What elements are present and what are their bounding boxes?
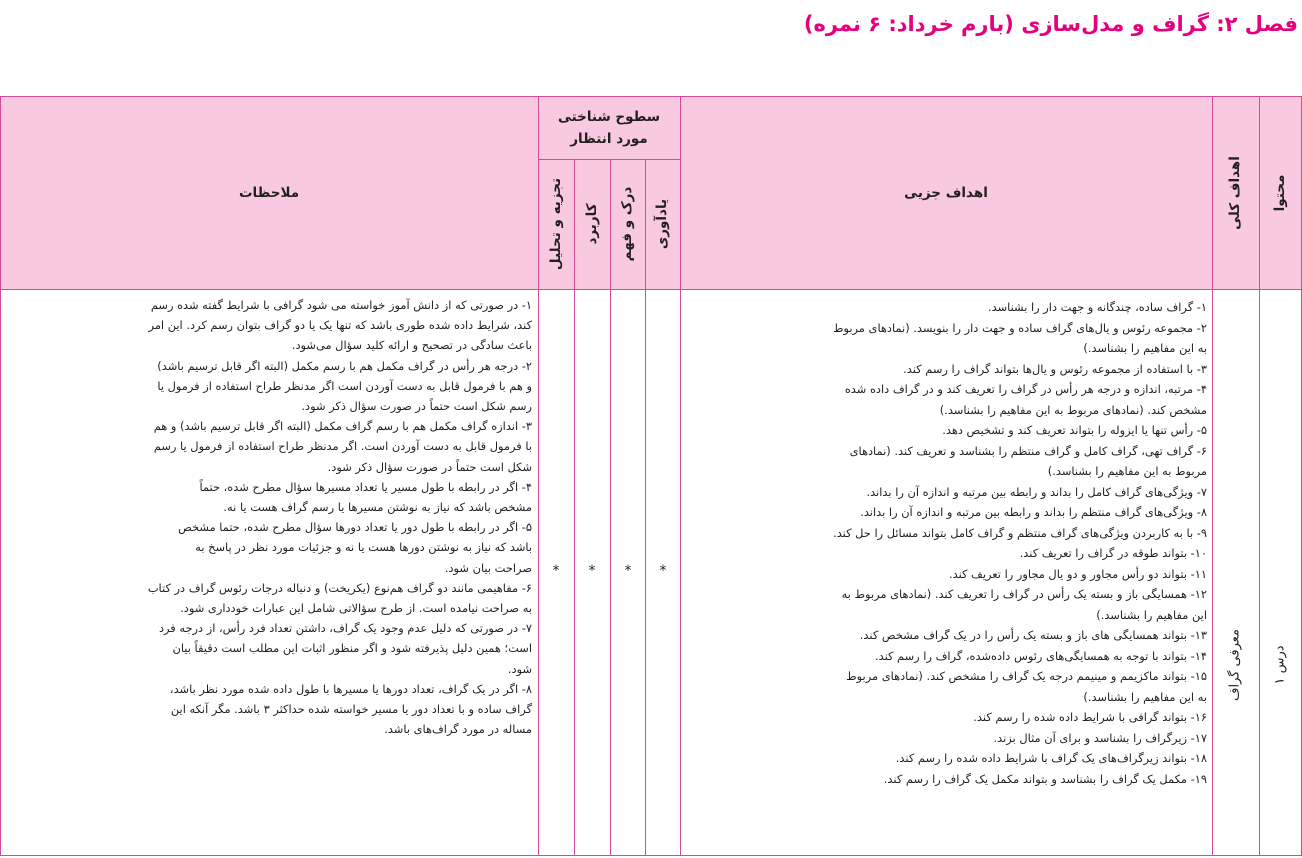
divider	[574, 159, 575, 855]
list-item: باعث سادگی در تصحیح و ارائه کلید سؤال می‌شود.	[291, 338, 532, 353]
list-item: ۱- در صورتی که از دانش آموز خواسته می شود گرافی با شرایط گفته شده رسم	[150, 298, 532, 312]
list-item: ۱۸- بتواند زیرگراف‌های یک گراف با شرایط داده شده را رسم کند.	[895, 751, 1207, 765]
mark-analysis: *	[552, 563, 560, 579]
header-cognitive-levels-line1: سطوح شناختی	[557, 109, 661, 125]
list-item: ۱۵- بتواند ماکزیمم و مینیمم درجه یک گراف را مشخص کند. (نمادهای مربوط	[846, 669, 1207, 683]
list-item: ۲- مجموعه رئوس و یال‌های گراف ساده و جهت دار را بنویسد. (نمادهای مربوط	[832, 320, 1207, 335]
mark-application: *	[588, 563, 596, 579]
list-item: ۴- مرتبه، اندازه و درجه هر رأس در گراف را تعریف کند و در گراف داده شده	[844, 382, 1207, 396]
divider	[610, 159, 611, 855]
divider	[538, 97, 539, 855]
list-item: مشخص کند. (نمادهای مربوط به این مفاهیم را بشناسد.)	[939, 402, 1207, 417]
detailed-goals-list	[689, 297, 1207, 789]
list-item: به این مفاهیم را بشناسد.)	[1083, 689, 1207, 704]
list-item: مشخص باشد که نیاز به نوشتن مسیرها یا رسم گراف هست یا نه.	[223, 500, 532, 515]
header-cognitive-levels	[558, 106, 660, 150]
list-item: ۳- با استفاده از مجموعه رئوس و یال‌ها بتواند گراف را رسم کند.	[903, 361, 1207, 376]
lesson-label: درس ۱	[1272, 645, 1288, 685]
list-item: صراحت بیان شود.	[444, 560, 532, 575]
list-item: ۵- اگر در رابطه با طول دور یا تعداد دورها سؤال مطرح شده، حتما مشخص	[178, 520, 532, 535]
header-level-application: کاربرد	[584, 203, 600, 245]
list-item: رسم شکل است حتماً در صورت سؤال ذکر شود.	[301, 399, 532, 414]
divider	[680, 97, 681, 855]
list-item: ۱۹- مکمل یک گراف را بشناسد و بتواند مکمل یک گراف را رسم کند.	[883, 771, 1207, 786]
list-item: گراف ساده و با تعداد دور یا مسیر خواسته شده حداکثر ۳ باشد. مگر آنکه این	[170, 702, 532, 717]
list-item: ۷- در صورتی که دلیل عدم وجود یک گراف، داشتن تعداد فرد رأس، از درجه فرد	[158, 621, 532, 636]
list-item: به صراحت نیامده است. از طرح سؤالاتی شامل این عبارات خودداری شود.	[180, 601, 532, 616]
header-level-recall: یادآوری	[654, 198, 670, 250]
mark-understanding: *	[624, 563, 632, 579]
header-general-goals: اهداف کلی	[1227, 156, 1243, 230]
list-item: ۳- اندازه گراف مکمل هم با رسم گراف مکمل (البته اگر قابل ترسیم باشد) و هم	[153, 419, 532, 434]
list-item: ۹- با به کاربردن ویژگی‌های گراف منتظم و گراف کامل بتواند مسائل را حل کند.	[833, 525, 1207, 540]
header-notes: ملاحظات	[238, 185, 300, 201]
list-item: ۱- گراف ساده، چندگانه و جهت دار را بشناسد.	[987, 300, 1207, 314]
page-title: فصل ۲: گراف و مدل‌سازی (بارم خرداد: ۶ نمره)	[803, 12, 1298, 36]
header-detailed-goals: اهداف جزیی	[904, 185, 988, 201]
list-item: ۱۴- بتواند با توجه به همسایگی‌های رئوس داده‌شده، گراف را رسم کند.	[874, 648, 1207, 663]
list-item: ۸- اگر در یک گراف، تعداد دورها یا مسیرها با طول داده شده مورد نظر باشد،	[169, 681, 532, 696]
mark-recall: *	[659, 563, 667, 579]
list-item: ۵- رأس تنها یا ایزوله را بتواند تعریف کند و تشخیص دهد.	[942, 423, 1207, 437]
list-item: شکل است حتماً در صورت سؤال ذکر شود.	[327, 459, 532, 474]
header-level-analysis: تجزیه و تحلیل	[548, 177, 564, 271]
curriculum-table	[0, 96, 1302, 856]
divider	[645, 159, 646, 855]
list-item: ۲- درجه هر رأس در گراف مکمل هم با رسم مکمل (البته اگر قابل ترسیم باشد)	[157, 358, 532, 373]
divider	[1259, 97, 1260, 855]
list-item: است؛ همین دلیل پذیرفته شود و اگر منظور اثبات این مطلب است دقیقاً بیان	[172, 641, 532, 656]
list-item: ۱۶- بتواند گرافی با شرایط داده شده را رسم کند.	[973, 710, 1207, 724]
list-item: ۶- مفاهیمی مانند دو گراف هم‌نوع (یکریخت) و دنباله درجات رئوس گراف در کتاب	[147, 580, 532, 595]
list-item: ۱۷- زیرگراف را بشناسد و برای آن مثال بزند.	[993, 730, 1207, 745]
header-content: محتوا	[1272, 174, 1288, 212]
list-item: ۴- اگر در رابطه با طول مسیر یا تعداد مسیرها سؤال مطرح شده، حتماً	[199, 479, 532, 494]
header-cognitive-levels-line2: مورد انتظار	[570, 131, 648, 147]
divider	[1212, 97, 1213, 855]
list-item: ۱۳- بتواند همسایگی های باز و بسته یک رأس را در یک گراف مشخص کند.	[859, 628, 1207, 642]
list-item: مربوط به این مفاهیم را بشناسد.)	[1047, 464, 1207, 478]
list-item: با فرمول قابل به دست آوردن است. اگر مدنظر طراح استفاده از فرمول یا رسم	[153, 439, 532, 454]
list-item: ۷- ویژگی‌های گراف کامل را بداند و رابطه بین مرتبه و اندازه آن را بداند.	[866, 484, 1207, 499]
notes-list	[7, 295, 532, 739]
list-item: ۱۰- بتواند طوقه در گراف را تعریف کند.	[1019, 546, 1207, 560]
list-item: ۶- گراف تهی، گراف کامل و گراف منتظم را بشناسد و تعریف کند. (نمادهای	[849, 443, 1207, 458]
list-item: ۸- ویژگی‌های گراف منتظم را بداند و رابطه بین مرتبه و اندازه آن را بداند.	[860, 505, 1207, 519]
list-item: ۱۱- بتواند دو رأس مجاور و دو یال مجاور را تعریف کند.	[948, 566, 1207, 581]
list-item: این مفاهیم را بشناسد.)	[1096, 607, 1207, 622]
header-level-understanding: درک و فهم	[619, 186, 635, 262]
list-item: و هم با فرمول قابل به دست آوردن است اگر مدنظر طراح استفاده از فرمول یا	[157, 378, 532, 393]
list-item: به این مفاهیم را بشناسد.)	[1083, 341, 1207, 355]
list-item: کند، شرایط داده شده طوری باشد که تنها یک یا دو گراف بتوان رسم کرد. این امر	[148, 318, 532, 333]
list-item: شود.	[507, 661, 532, 676]
list-item: ۱۲- همسایگی باز و بسته یک رأس در گراف را تعریف کند. (نمادهای مربوط به	[841, 587, 1207, 601]
divider	[1, 289, 1301, 290]
general-goal-text: معرفی گراف	[1227, 628, 1243, 702]
divider	[538, 159, 680, 160]
list-item: مساله در مورد گراف‌های باشد.	[384, 722, 532, 737]
list-item: باشد که نیاز به نوشتن دورها هست یا نه و جزئیات مورد نظر در پاسخ به	[195, 540, 532, 555]
